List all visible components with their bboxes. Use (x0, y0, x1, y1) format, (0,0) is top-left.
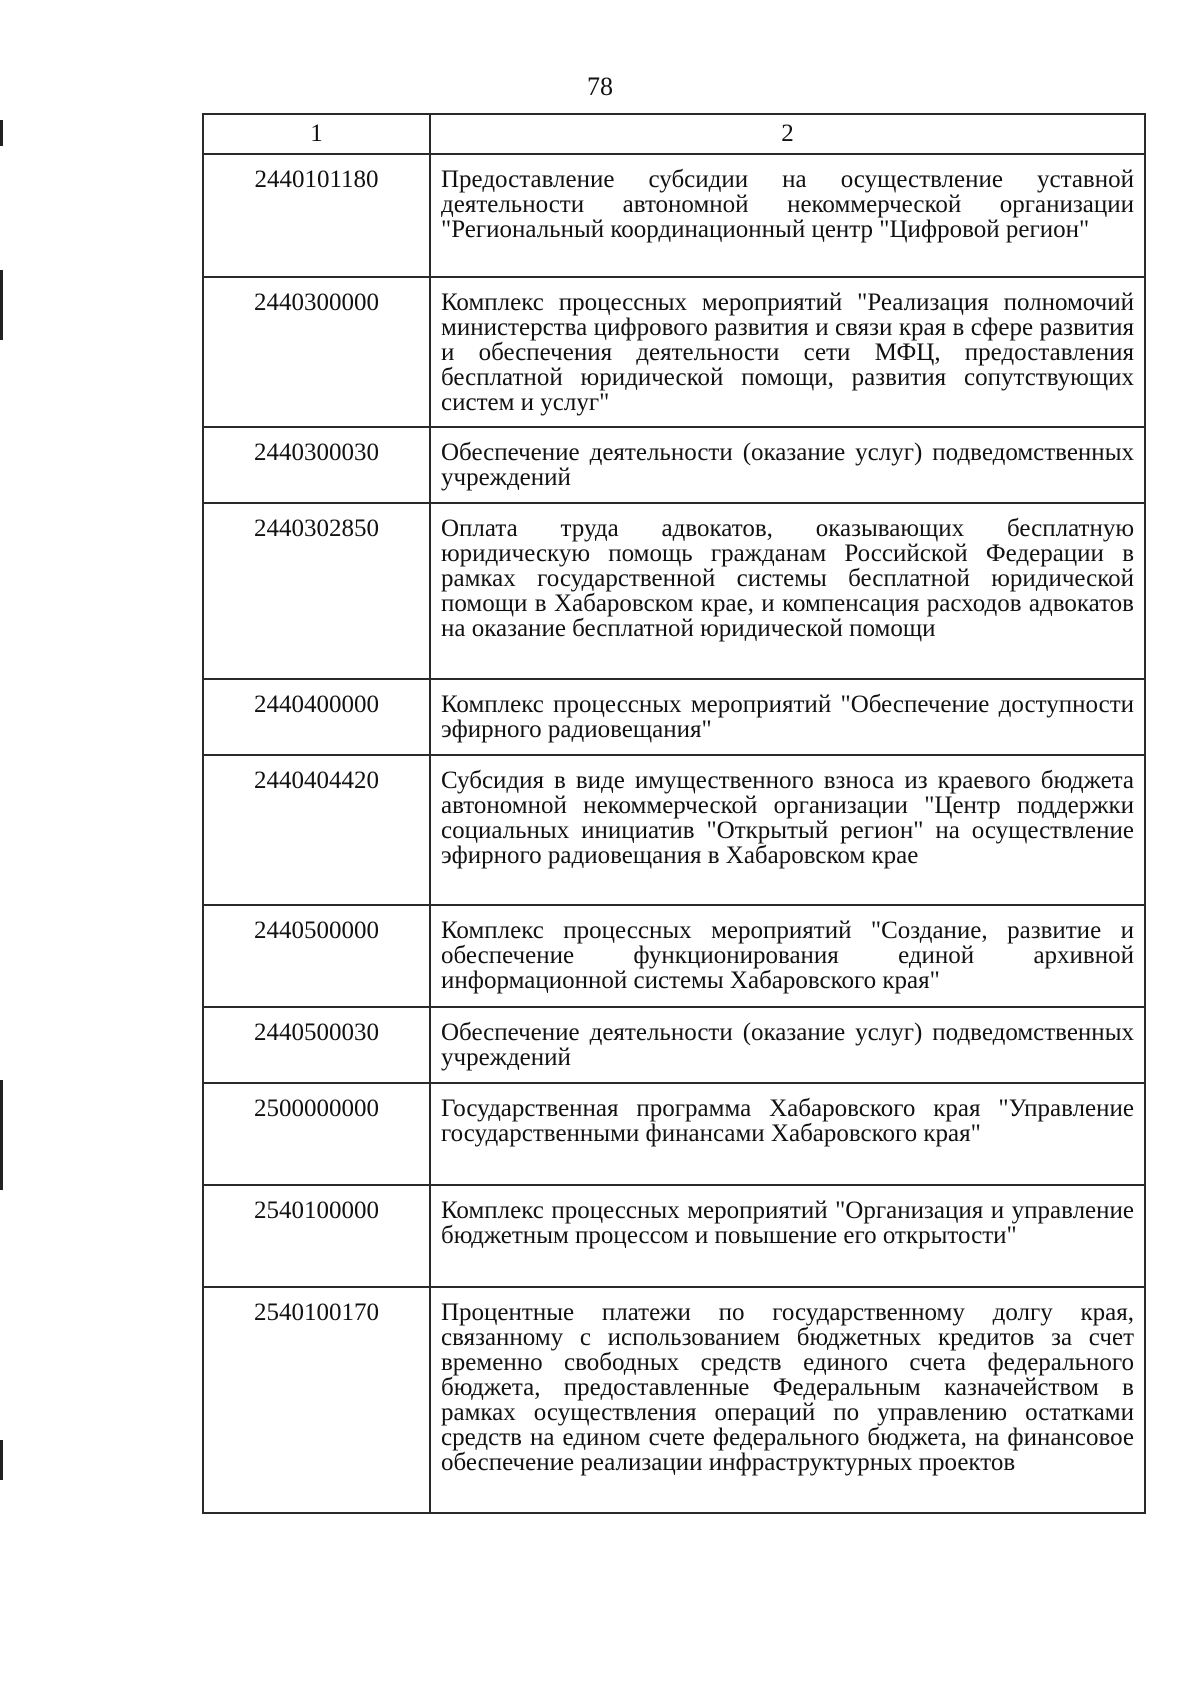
row-description: Субсидия в виде имущественного взноса из краевого бюджета автономной некоммерческой организации "Центр поддержки социальных инициатив "Открытый регион" на осуществление эфирного радиовещания в Хабаровском крае (430, 755, 1145, 905)
column-header-code: 1 (203, 114, 430, 154)
row-code: 2500000000 (203, 1083, 430, 1185)
row-description: Оплата труда адвокатов, оказывающих бесплатную юридическую помощь гражданам Российской Федерации в рамках государственной системы бесплатной юридической помощи в Хабаровском крае, и компенсация расходов адвокатов на оказание бесплатной юридической помощи (430, 503, 1145, 679)
row-code: 2540100000 (203, 1185, 430, 1287)
scan-edge-mark (0, 1080, 3, 1190)
scan-edge-mark (0, 270, 3, 340)
row-description: Обеспечение деятельности (оказание услуг) подведомственных учреждений (430, 1007, 1145, 1083)
table-row (203, 1083, 1145, 1185)
row-description: Процентные платежи по государственному долгу края, связанному с использованием бюджетных кредитов за счет временно свободных средств единого счета федерального бюджета, предоставленные Федеральным казначейством в рамках осуществления операций по управлению остатками средств на едином счете федерального бюджета, на финансовое обеспечение реализации инфраструктурных проектов (430, 1287, 1145, 1513)
table-row (203, 503, 1145, 679)
row-description: Обеспечение деятельности (оказание услуг) подведомственных учреждений (430, 427, 1145, 503)
row-code: 2440300030 (203, 427, 430, 503)
row-code: 2540100170 (203, 1287, 430, 1513)
table-row (203, 1007, 1145, 1083)
table-row (203, 154, 1145, 277)
row-code: 2440101180 (203, 154, 430, 277)
row-description: Предоставление субсидии на осуществление уставной деятельности автономной некоммерческой организации "Региональный координационный центр "Цифровой регион" (430, 154, 1145, 277)
row-description: Комплекс процессных мероприятий "Организация и управление бюджетным процессом и повышение его открытости" (430, 1185, 1145, 1287)
row-code: 2440300000 (203, 277, 430, 427)
table-row (203, 755, 1145, 905)
row-description: Государственная программа Хабаровского края "Управление государственными финансами Хабаровского края" (430, 1083, 1145, 1185)
table-row (203, 905, 1145, 1007)
row-code: 2440302850 (203, 503, 430, 679)
scan-edge-mark (0, 1440, 3, 1480)
budget-codes-table (202, 113, 1146, 1514)
row-description: Комплекс процессных мероприятий "Обеспечение доступности эфирного радиовещания" (430, 679, 1145, 755)
table-row (203, 679, 1145, 755)
table-row (203, 1287, 1145, 1513)
row-code: 2440500000 (203, 905, 430, 1007)
column-header-description: 2 (430, 114, 1145, 154)
row-code: 2440500030 (203, 1007, 430, 1083)
table-row (203, 427, 1145, 503)
table-row (203, 277, 1145, 427)
scan-edge-mark (0, 120, 3, 146)
row-code: 2440400000 (203, 679, 430, 755)
table-row (203, 1185, 1145, 1287)
page-number: 78 (587, 72, 613, 101)
row-description: Комплекс процессных мероприятий "Создание, развитие и обеспечение функционирования единой архивной информационной системы Хабаровского края" (430, 905, 1145, 1007)
row-code: 2440404420 (203, 755, 430, 905)
row-description: Комплекс процессных мероприятий "Реализация полномочий министерства цифрового развития и связи края в сфере развития и обеспечения деятельности сети МФЦ, предоставления бесплатной юридической помощи, развития сопутствующих систем и услуг" (430, 277, 1145, 427)
table-header-row (203, 114, 1145, 154)
